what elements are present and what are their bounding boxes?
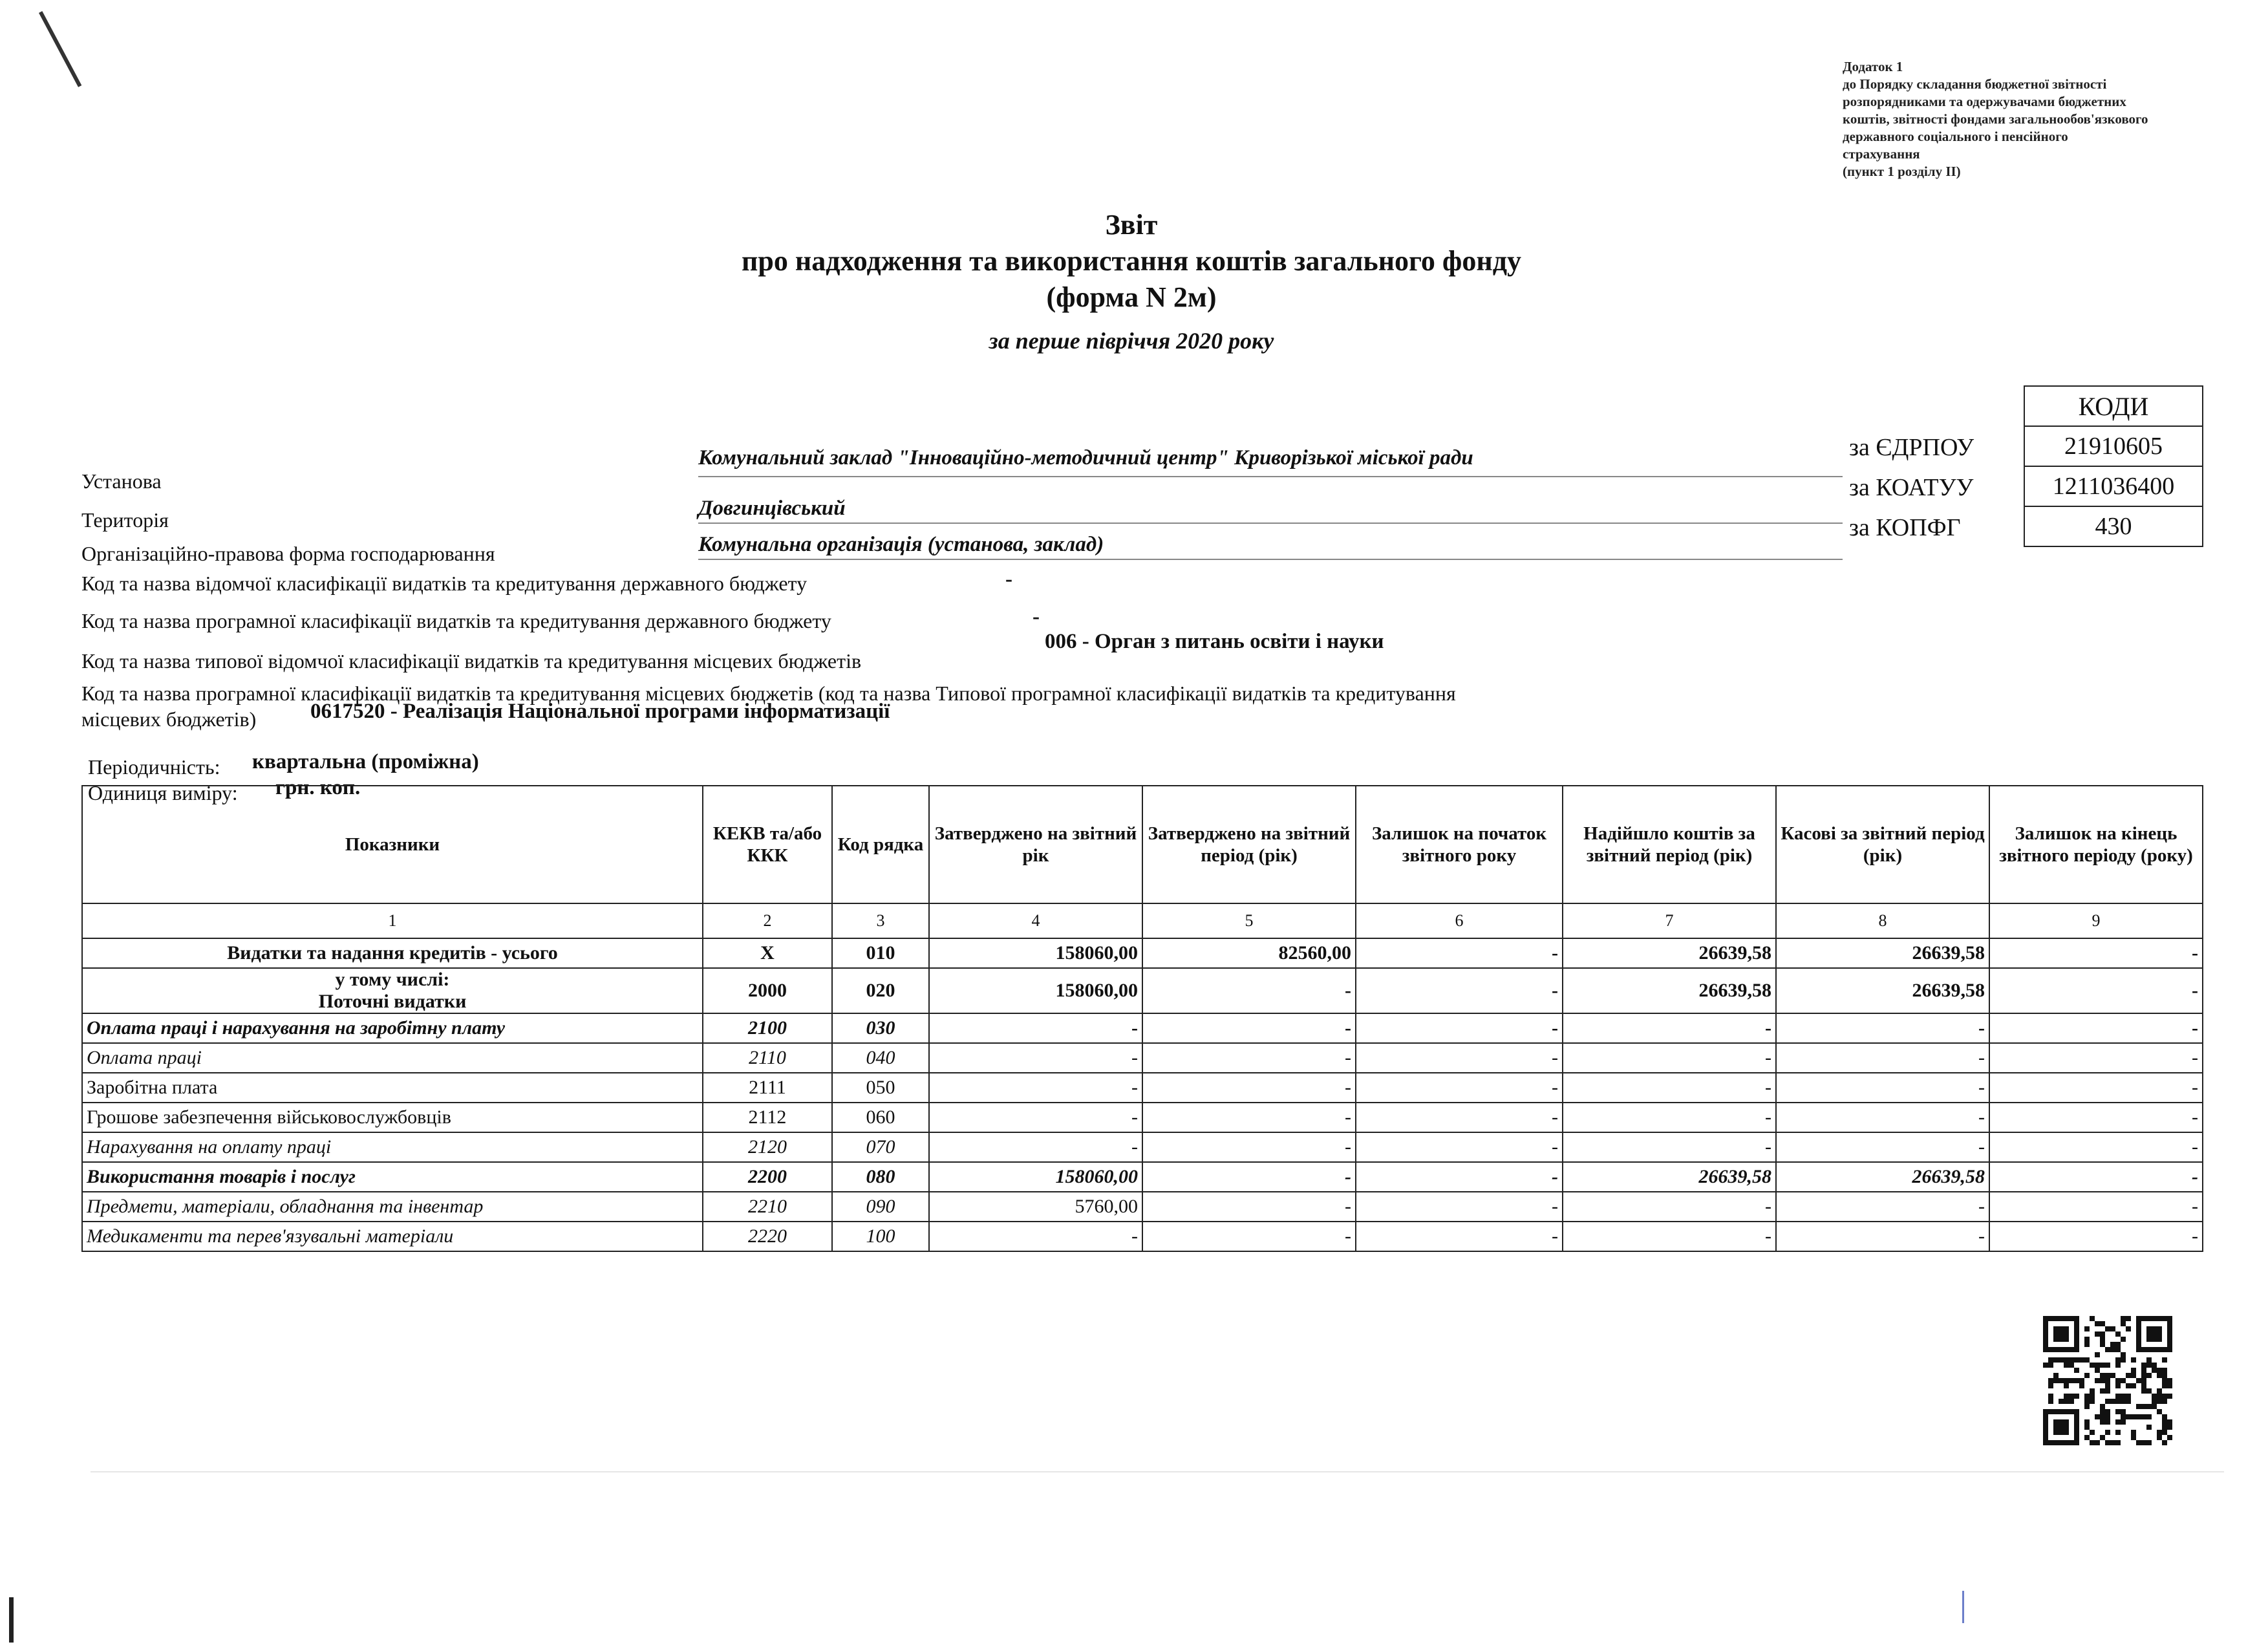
row-name xyxy=(82,1222,703,1251)
territory-value: Довгинцівський xyxy=(698,497,846,520)
value-cell: 158060,00 xyxy=(929,968,1142,1013)
typical-dept-value: 006 - Орган з питань освіти і науки xyxy=(1045,630,1384,653)
value-cell: - xyxy=(1776,1103,1989,1132)
table-row xyxy=(82,1222,2203,1251)
underline xyxy=(698,476,1843,477)
kekv-cell: X xyxy=(703,938,832,968)
kekv-cell: 2210 xyxy=(703,1192,832,1222)
value-cell: - xyxy=(1356,1132,1563,1162)
table-row xyxy=(82,1192,2203,1222)
local-prog-value: 0617520 - Реалізація Національної програми інформатизації xyxy=(310,700,890,723)
value-cell: - xyxy=(1563,1103,1776,1132)
value-cell: - xyxy=(1142,1222,1356,1251)
report-table xyxy=(81,785,2203,1252)
code-label-koatuu: за КОАТУУ xyxy=(1849,474,1974,501)
code-cell: 100 xyxy=(832,1222,929,1251)
code-kopfg: 430 xyxy=(2024,506,2203,546)
code-label-edrpou: за ЄДРПОУ xyxy=(1849,434,1974,461)
col-header: Залишок на початок звітного року xyxy=(1356,786,1563,903)
row-name-text: Видатки та надання кредитів - усього xyxy=(227,942,558,964)
row-name-text: Використання товарів і послуг xyxy=(87,1166,356,1187)
row-name xyxy=(82,1192,703,1222)
code-cell: 090 xyxy=(832,1192,929,1222)
value-cell: - xyxy=(1356,1162,1563,1192)
value-cell: 5760,00 xyxy=(929,1192,1142,1222)
table-row xyxy=(82,1013,2203,1043)
value-cell: - xyxy=(1356,938,1563,968)
kekv-cell: 2200 xyxy=(703,1162,832,1192)
value-cell: - xyxy=(1356,968,1563,1013)
kekv-cell: 2112 xyxy=(703,1103,832,1132)
value-cell: - xyxy=(1989,968,2203,1013)
row-name xyxy=(82,1073,703,1103)
value-cell: - xyxy=(1989,1043,2203,1073)
row-name-text: Нарахування на оплату праці xyxy=(87,1136,332,1158)
code-koatuu: 1211036400 xyxy=(2024,466,2203,506)
row-name xyxy=(82,1013,703,1043)
value-cell: - xyxy=(1776,1073,1989,1103)
org-form-label: Організаційно-правова форма господарювання xyxy=(81,542,495,565)
col-number: 1 xyxy=(82,903,703,938)
value-cell: - xyxy=(1356,1043,1563,1073)
value-cell: 26639,58 xyxy=(1776,1162,1989,1192)
value-cell: - xyxy=(1563,1192,1776,1222)
value-cell: 26639,58 xyxy=(1563,968,1776,1013)
col-number: 6 xyxy=(1356,903,1563,938)
unit-value: грн. коп. xyxy=(275,776,361,799)
value-cell: - xyxy=(1989,1013,2203,1043)
institution-label: Установа xyxy=(81,469,162,493)
value-cell: - xyxy=(1989,1222,2203,1251)
local-prog-label-2: місцевих бюджетів) xyxy=(81,707,257,731)
col-header: Показники xyxy=(82,786,703,903)
table-row xyxy=(82,1073,2203,1103)
code-cell: 050 xyxy=(832,1073,929,1103)
code-cell: 080 xyxy=(832,1162,929,1192)
value-cell: 82560,00 xyxy=(1142,938,1356,968)
value-cell: - xyxy=(1989,1192,2203,1222)
table-row xyxy=(82,1162,2203,1192)
kekv-cell: 2220 xyxy=(703,1222,832,1251)
value-cell: - xyxy=(1142,1192,1356,1222)
table-body xyxy=(82,938,2203,1251)
value-cell: - xyxy=(1142,1132,1356,1162)
row-name xyxy=(82,968,703,1013)
underline xyxy=(698,523,1843,524)
value-cell: - xyxy=(1989,1103,2203,1132)
value-cell: - xyxy=(1356,1073,1563,1103)
value-cell: 26639,58 xyxy=(1776,938,1989,968)
value-cell: - xyxy=(1356,1013,1563,1043)
value-cell: - xyxy=(929,1073,1142,1103)
col-number: 2 xyxy=(703,903,832,938)
dept-class-value: - xyxy=(1005,568,1012,591)
value-cell: - xyxy=(1142,968,1356,1013)
value-cell: 158060,00 xyxy=(929,938,1142,968)
column-number-row xyxy=(82,903,2203,938)
col-header: Надійшло коштів за звітний період (рік) xyxy=(1563,786,1776,903)
code-cell: 030 xyxy=(832,1013,929,1043)
row-name-text: Предмети, матеріали, обладнання та інвентар xyxy=(87,1196,484,1217)
code-cell: 020 xyxy=(832,968,929,1013)
row-name-text: Оплата праці і нарахування на заробітну плату xyxy=(87,1017,506,1039)
value-cell: - xyxy=(1142,1043,1356,1073)
value-cell: - xyxy=(1563,1073,1776,1103)
appendix-note xyxy=(1843,58,2205,180)
code-cell: 070 xyxy=(832,1132,929,1162)
value-cell: - xyxy=(1563,1013,1776,1043)
col-header: КЕКВ та/або ККК xyxy=(703,786,832,903)
codes-header: КОДИ xyxy=(2024,386,2203,426)
scan-mark xyxy=(39,11,81,87)
appendix-line: розпорядниками та одержувачами бюджетних xyxy=(1843,94,2126,109)
value-cell: - xyxy=(1563,1222,1776,1251)
org-form-value: Комунальна організація (установа, заклад) xyxy=(698,533,1104,556)
value-cell: - xyxy=(1776,1222,1989,1251)
appendix-line: Додаток 1 xyxy=(1843,59,1903,74)
value-cell: - xyxy=(1989,1162,2203,1192)
table-row xyxy=(82,938,2203,968)
row-name-text: Поточні видатки xyxy=(318,991,467,1012)
value-cell: 158060,00 xyxy=(929,1162,1142,1192)
kekv-cell: 2120 xyxy=(703,1132,832,1162)
col-header: Касові за звітний період (рік) xyxy=(1776,786,1989,903)
value-cell: - xyxy=(1776,1192,1989,1222)
codes-table xyxy=(2024,385,2203,547)
appendix-line: державного соціального і пенсійного xyxy=(1843,129,2068,144)
value-cell: 26639,58 xyxy=(1563,938,1776,968)
prog-class-label: Код та назва програмної класифікації видатків та кредитування державного бюджету xyxy=(81,609,831,632)
col-header: Код рядка xyxy=(832,786,929,903)
row-name-text: Медикаменти та перев'язувальні матеріали xyxy=(87,1225,454,1247)
table-row xyxy=(82,1103,2203,1132)
row-name xyxy=(82,1043,703,1073)
underline xyxy=(698,559,1843,560)
code-label-kopfg: за КОПФГ xyxy=(1849,514,1961,541)
report-subtitle: про надходження та використання коштів загального фонду xyxy=(742,245,1521,277)
value-cell: - xyxy=(1776,1132,1989,1162)
territory-label: Територія xyxy=(81,508,169,532)
table-row xyxy=(82,1132,2203,1162)
code-cell: 010 xyxy=(832,938,929,968)
row-name-text: у тому числі: xyxy=(335,969,450,990)
periodicity-label: Періодичність: xyxy=(88,755,220,779)
value-cell: - xyxy=(1142,1013,1356,1043)
appendix-line: до Порядку складання бюджетної звітності xyxy=(1843,76,2107,92)
prog-class-value: - xyxy=(1032,605,1040,629)
col-number: 7 xyxy=(1563,903,1776,938)
row-name-text: Заробітна плата xyxy=(87,1077,218,1098)
value-cell: - xyxy=(1989,1073,2203,1103)
row-name xyxy=(82,1103,703,1132)
dept-class-label: Код та назва відомчої класифікації видатків та кредитування державного бюджету xyxy=(81,572,808,595)
typical-dept-label: Код та назва типової відомчої класифікації видатків та кредитування місцевих бюджетів xyxy=(81,649,862,673)
scan-artifact-line xyxy=(91,1471,2224,1472)
appendix-line: коштів, звітності фондами загальнообов'язкового xyxy=(1843,111,2148,127)
code-edrpou: 21910605 xyxy=(2024,426,2203,466)
value-cell: - xyxy=(929,1013,1142,1043)
col-header: Затверджено на звітний рік xyxy=(929,786,1142,903)
value-cell: - xyxy=(929,1103,1142,1132)
unit-label: Одиниця виміру: xyxy=(88,781,238,804)
value-cell: - xyxy=(929,1222,1142,1251)
col-header: Залишок на кінець звітного періоду (року) xyxy=(1989,786,2203,903)
kekv-cell: 2000 xyxy=(703,968,832,1013)
value-cell: - xyxy=(1776,1013,1989,1043)
value-cell: 26639,58 xyxy=(1776,968,1989,1013)
table-row xyxy=(82,968,2203,1013)
col-number: 5 xyxy=(1142,903,1356,938)
kekv-cell: 2100 xyxy=(703,1013,832,1043)
col-number: 3 xyxy=(832,903,929,938)
value-cell: - xyxy=(1142,1103,1356,1132)
table-row xyxy=(82,1043,2203,1073)
col-number: 8 xyxy=(1776,903,1989,938)
table-header-row xyxy=(82,786,2203,903)
value-cell: - xyxy=(1563,1132,1776,1162)
kekv-cell: 2111 xyxy=(703,1073,832,1103)
value-cell: - xyxy=(1776,1043,1989,1073)
value-cell: - xyxy=(929,1132,1142,1162)
value-cell: - xyxy=(929,1043,1142,1073)
scan-mark xyxy=(9,1597,14,1643)
row-name-text: Оплата праці xyxy=(87,1047,202,1068)
value-cell: - xyxy=(1142,1162,1356,1192)
col-number: 4 xyxy=(929,903,1142,938)
periodicity-value: квартальна (проміжна) xyxy=(252,750,479,773)
value-cell: - xyxy=(1989,1132,2203,1162)
row-name xyxy=(82,938,703,968)
qr-code-icon xyxy=(2043,1316,2172,1445)
value-cell: - xyxy=(1142,1073,1356,1103)
code-cell: 060 xyxy=(832,1103,929,1132)
value-cell: - xyxy=(1989,938,2203,968)
report-title: Звіт xyxy=(1105,209,1158,241)
kekv-cell: 2110 xyxy=(703,1043,832,1073)
local-prog-label-1: Код та назва програмної класифікації видатків та кредитування місцевих бюджетів (код та назва Типової програмної класифікації видатків та кредитування xyxy=(81,682,1456,705)
value-cell: - xyxy=(1563,1043,1776,1073)
value-cell: - xyxy=(1356,1222,1563,1251)
row-name xyxy=(82,1162,703,1192)
col-header: Затверджено на звітний період (рік) xyxy=(1142,786,1356,903)
appendix-line: страхування xyxy=(1843,146,1920,162)
institution-value: Комунальний заклад "Інноваційно-методичний центр" Криворізької міської ради xyxy=(698,446,1473,469)
row-name xyxy=(82,1132,703,1162)
report-period: за перше півріччя 2020 року xyxy=(989,328,1274,354)
scan-mark xyxy=(1962,1591,1964,1623)
value-cell: - xyxy=(1356,1103,1563,1132)
row-name-text: Грошове забезпечення військовослужбовців xyxy=(87,1106,451,1128)
value-cell: 26639,58 xyxy=(1563,1162,1776,1192)
appendix-line: (пункт 1 розділу II) xyxy=(1843,164,1961,179)
col-number: 9 xyxy=(1989,903,2203,938)
value-cell: - xyxy=(1356,1192,1563,1222)
form-number: (форма N 2м) xyxy=(1046,281,1217,313)
code-cell: 040 xyxy=(832,1043,929,1073)
